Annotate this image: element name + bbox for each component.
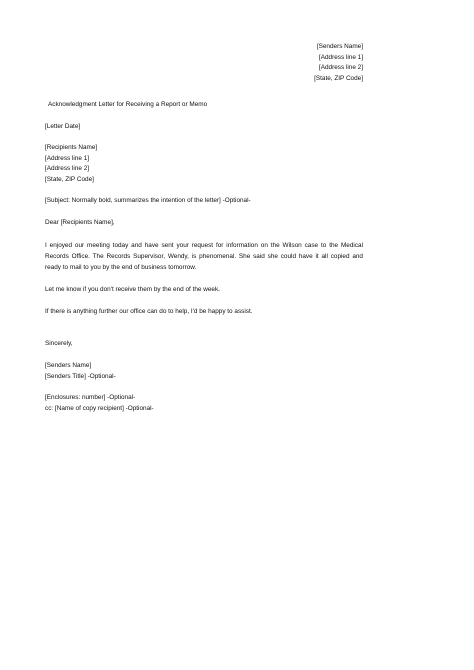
cc-line: cc: [Name of copy recipient] -Optional- <box>45 404 154 412</box>
closing: Sincerely, <box>45 340 73 347</box>
body-paragraph-1: I enjoyed our meeting today and have sent your request for information on the Wilson case to the Medical Records Office. The Records Supervisor, Wendy, is phenomenal. She said she could have it all copied and ready to mail to you by the end of business tomorrow. <box>45 242 363 271</box>
sender-address-line-1: [Address line 1] <box>318 53 363 61</box>
letter-date: [Letter Date] <box>45 123 81 130</box>
recipient-city-state-zip: [State, ZIP Code] <box>45 175 94 183</box>
recipient-address-line-1: [Address line 1] <box>45 154 90 162</box>
recipient-name: [Recipients Name] <box>45 144 98 151</box>
signature-block <box>45 361 116 382</box>
body-paragraph-2: Let me know if you don't receive them by the end of the week. <box>45 286 220 293</box>
recipient-address-line-2: [Address line 2] <box>45 165 90 172</box>
enclosures-block <box>45 393 154 414</box>
signature-name: [Senders Name] <box>45 362 92 369</box>
letter-title: Acknowledgment Letter for Receiving a Report or Memo <box>48 101 208 108</box>
recipient-address-block <box>45 143 97 185</box>
enclosures-line: [Enclosures: number] -Optional- <box>45 394 136 401</box>
sender-address-block <box>314 42 363 84</box>
body-paragraph-3: If there is anything further our office can do to help, I'd be happy to assist. <box>45 308 253 315</box>
signature-title: [Senders Title] -Optional- <box>45 372 116 380</box>
salutation: Dear [Recipients Name], <box>45 219 115 226</box>
sender-address-line-2: [Address line 2] <box>318 64 363 71</box>
sender-name: [Senders Name] <box>316 43 363 50</box>
sender-city-state-zip: [State, ZIP Code] <box>314 74 363 82</box>
subject-line: [Subject: Normally bold, summarizes the intention of the letter] -Optional- <box>45 197 251 204</box>
